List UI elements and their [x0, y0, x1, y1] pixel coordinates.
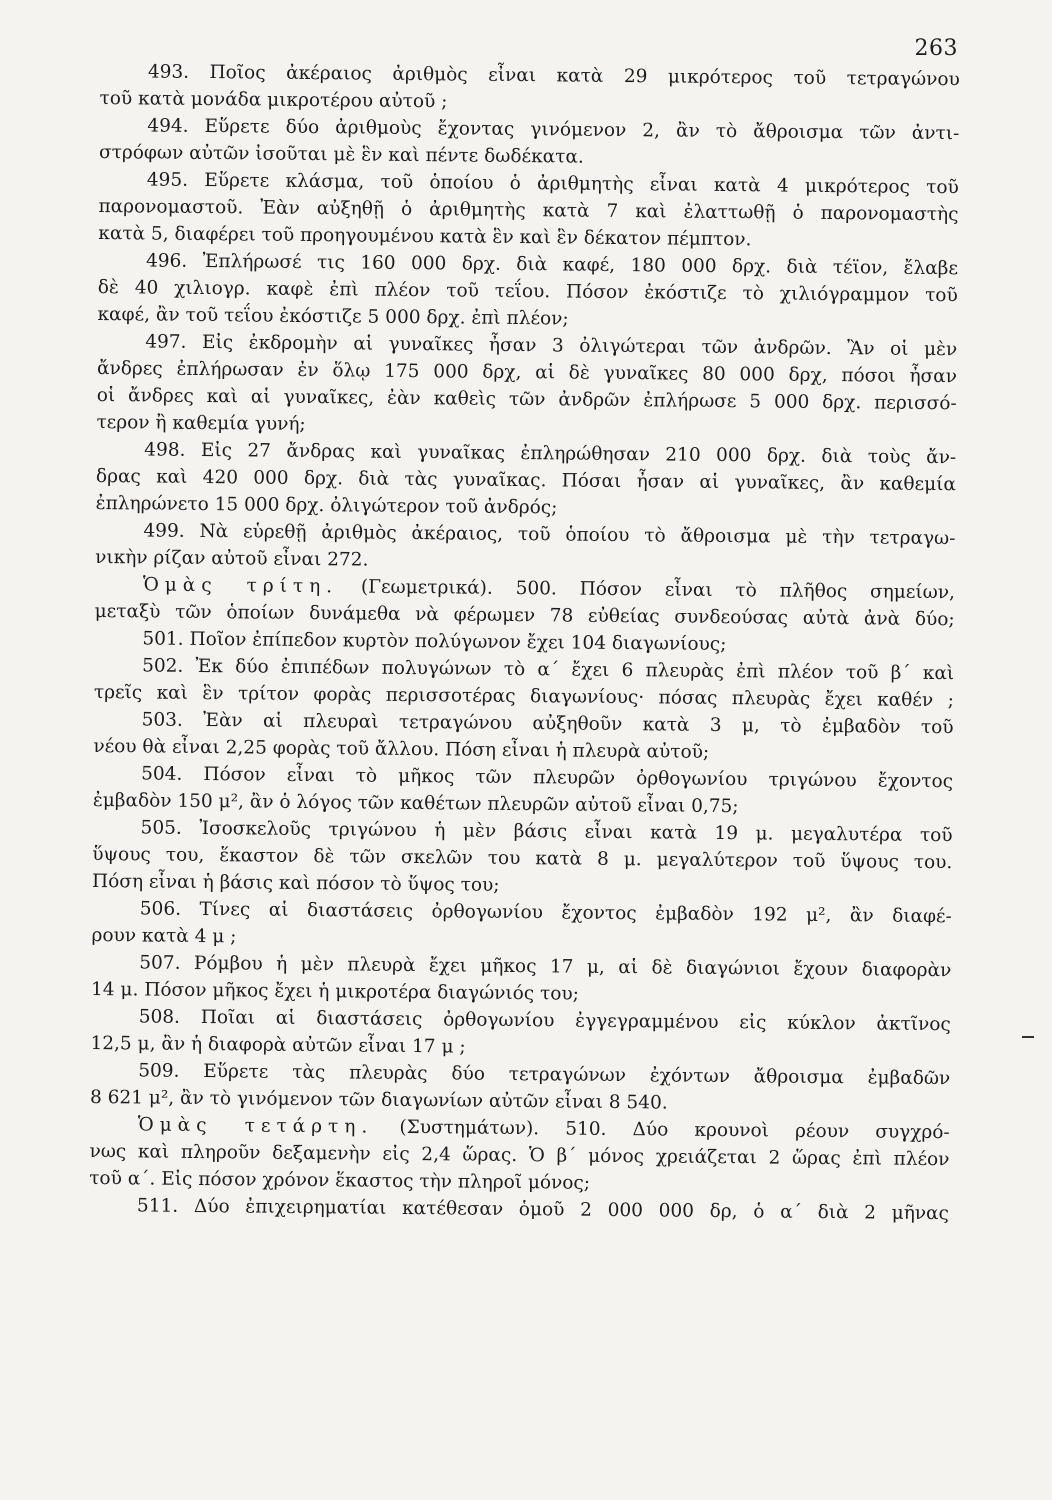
line-text: ὕψους του, ἕκαστον δὲ τῶν σκελῶν του κατὰ 8 μ. μεγαλύτερον τοῦ ὕψους του. — [92, 843, 953, 874]
line-text: (Γεωμετρικά). 500. Πόσον εἶναι τὸ πλῆθος σημείων, — [360, 576, 956, 604]
line-text: 503. Ἐὰν αἱ πλευραὶ τετραγώνου αὐξηθοῦν κατὰ 3 μ, τὸ ἐμβαδὸν τοῦ — [141, 709, 954, 739]
line-text: ἐπληρώνετο 15 000 δρχ. ὀλιγώτερον τοῦ ἀνδρός; — [95, 492, 558, 519]
line-text: Πόση εἶναι ἡ βάσις καὶ πόσον τὸ ὕψος του; — [91, 870, 500, 896]
line-text: 8 621 μ², ἂν τὸ γινόμενον τῶν διαγωνίων αὐτῶν εἶναι 8 540. — [89, 1086, 668, 1114]
line-text: 495. Εὕρετε κλάσμα, τοῦ ὁποίου ὁ ἀριθμητὴς εἶναι κατὰ 4 μικρότερος τοῦ — [146, 169, 959, 199]
line-text: 501. Ποῖον ἐπίπεδον κυρτὸν πολύγωνον ἔχει 104 διαγωνίους; — [142, 628, 727, 656]
line-text: παρονομαστοῦ. Ἐὰν αὐξηθῇ ὁ ἀριθμητὴς κατὰ 7 καὶ ἐλαττωθῇ ὁ παρονομαστὴς — [98, 195, 959, 226]
line-text: 14 μ. Πόσον μῆκος ἔχει ἡ μικροτέρα διαγώνιός του; — [90, 978, 580, 1005]
line-text: νικὴν ρίζαν αὐτοῦ εἶναι 272. — [95, 546, 369, 571]
line-text: 12,5 μ, ἂν ἡ διαφορὰ αὐτῶν εἶναι 17 μ ; — [90, 1032, 466, 1058]
line-text: 502. Ἐκ δύο ἐπιπέδων πολυγώνων τὸ α΄ ἔχει 6 πλευρὰς ἐπὶ πλέον τοῦ β΄ καὶ — [142, 655, 955, 685]
line-text: 504. Πόσον εἶναι τὸ μῆκος τῶν πλευρῶν ὀρθογωνίου τριγώνου ἔχοντος — [141, 763, 954, 793]
line-text: καφέ, ἂν τοῦ τεΐου ἐκόστιζε 5 000 δρχ. ἐπὶ πλέον; — [97, 303, 569, 330]
line-text: (Συστημάτων). 510. Δύο κρουνοὶ ρέουν συγχρό- — [399, 1116, 950, 1144]
line-text: οἱ ἄνδρες καὶ αἱ γυναῖκες, ἐὰν καθεὶς τῶν ἀνδρῶν ἐπλήρωσε 5 000 δρχ. περισσό- — [96, 384, 957, 415]
line-text: 497. Εἰς ἐκδρομὴν αἱ γυναῖκες ἦσαν 3 ὀλιγώτεραι τῶν ἀνδρῶν. Ἂν οἱ μὲν — [145, 331, 958, 361]
line-text: 498. Εἰς 27 ἄνδρας καὶ γυναῖκας ἐπληρώθησαν 210 000 δρχ. διὰ τοὺς ἄν- — [144, 439, 957, 469]
line-text: ἄνδρες ἐπλήρωσαν ἐν ὅλῳ 175 000 δρχ, αἱ δὲ γυναῖκες 80 000 δρχ, πόσοι ἦσαν — [96, 357, 958, 388]
line-text: 507. Ρόμβου ἡ μὲν πλευρὰ ἔχει μῆκος 17 μ, αἱ δὲ διαγώνιοι ἔχουν διαφορὰν — [139, 952, 952, 982]
page-number: 263 — [914, 36, 958, 61]
line-text: 494. Εὕρετε δύο ἀριθμοὺς ἔχοντας γινόμενον 2, ἂν τὸ ἄθροισμα τῶν ἀντι- — [147, 115, 960, 145]
line-text: 499. Νὰ εὑρεθῇ ἀριθμὸς ἀκέραιος, τοῦ ὁποίου τὸ ἄθροισμα μὲ τὴν τετραγω- — [143, 520, 956, 550]
line-text: στρόφων αὐτῶν ἰσοῦται μὲ ἓν καὶ πέντε δωδέκατα. — [98, 141, 584, 168]
group-title: Ὁμὰς τρίτη. — [142, 574, 339, 598]
line-text: τοῦ α΄. Εἰς πόσον χρόνον ἕκαστος τὴν πληροῖ μόνος; — [89, 1167, 591, 1194]
line-text: 509. Εὕρετε τὰς πλευρὰς δύο τετραγώνων ἐχόντων ἄθροισμα ἐμβαδῶν — [138, 1060, 951, 1090]
line-text: 505. Ἰσοσκελοῦς τριγώνου ἡ μὲν βάσις εἶναι κατὰ 19 μ. μεγαλυτέρα τοῦ — [140, 817, 953, 847]
line-text: 506. Τίνες αἱ διαστάσεις ὀρθογωνίου ἔχοντος ἐμβαδὸν 192 μ², ἂν διαφέ- — [139, 898, 952, 928]
line-text: δρας καὶ 420 000 δρχ. διὰ τὰς γυναῖκας. Πόσαι ἦσαν αἱ γυναῖκες, ἂν καθεμία — [95, 465, 957, 496]
line-text: 496. Ἐπλήρωσέ τις 160 000 δρχ. διὰ καφέ, 180 000 δρχ. διὰ τέϊον, ἔλαβε — [145, 250, 959, 280]
line-text: κατὰ 5, διαφέρει τοῦ προηγουμένου κατὰ ἓν καὶ ἓν δέκατον πέμπτον. — [98, 222, 752, 251]
line-text: 493. Ποῖος ἀκέραιος ἀριθμὸς εἶναι κατὰ 29 μικρότερος τοῦ τετραγώνου — [147, 61, 960, 91]
line-text: 511. Δύο ἐπιχειρηματίαι κατέθεσαν ὁμοῦ 2 000 000 δρ, ὁ α΄ διὰ 2 μῆνας — [136, 1195, 950, 1225]
line-text: τοῦ κατὰ μονάδα μικροτέρου αὐτοῦ ; — [99, 87, 448, 113]
line-text: τερον ἢ καθεμία γυνή; — [96, 411, 306, 435]
line-text: νως καὶ πληροῦν δεξαμενὴν εἰς 2,4 ὥρας. Ὁ β΄ μόνος χρειάζεται 2 ὥρας ἐπὶ πλέον — [89, 1140, 950, 1171]
margin-mark — [1022, 1036, 1034, 1038]
line-text: νέου θὰ εἶναι 2,25 φορὰς τοῦ ἄλλου. Πόση εἶναι ἡ πλευρὰ αὐτοῦ; — [93, 735, 710, 763]
line-text: δὲ 40 χιλιογρ. καφὲ ἐπὶ πλέον τοῦ τεΐου. Πόσον ἐκόστιζε τὸ χιλιόγραμμον τοῦ — [97, 276, 958, 307]
exercise-text — [89, 58, 960, 1227]
line-text: ρουν κατὰ 4 μ ; — [91, 924, 237, 948]
line-text: 508. Ποῖαι αἱ διαστάσεις ὀρθογωνίου ἐγγεγραμμένου εἰς κύκλον ἀκτῖνος — [138, 1006, 951, 1036]
line-text: ἐμβαδὸν 150 μ², ἂν ὁ λόγος τῶν καθέτων πλευρῶν αὐτοῦ εἶναι 0,75; — [92, 789, 739, 818]
line-text: τρεῖς καὶ ἓν τρίτον φορὰς περισσοτέρας διαγωνίους· πόσας πλευρὰς ἔχει καθέν ; — [93, 681, 954, 712]
group-title: Ὁμὰς τετάρτη. — [137, 1114, 374, 1138]
line-text: μεταξὺ τῶν ὁποίων δυνάμεθα νὰ φέρωμεν 78 εὐθείας συνδεούσας αὐτὰ ἀνὰ δύο; — [94, 600, 955, 631]
